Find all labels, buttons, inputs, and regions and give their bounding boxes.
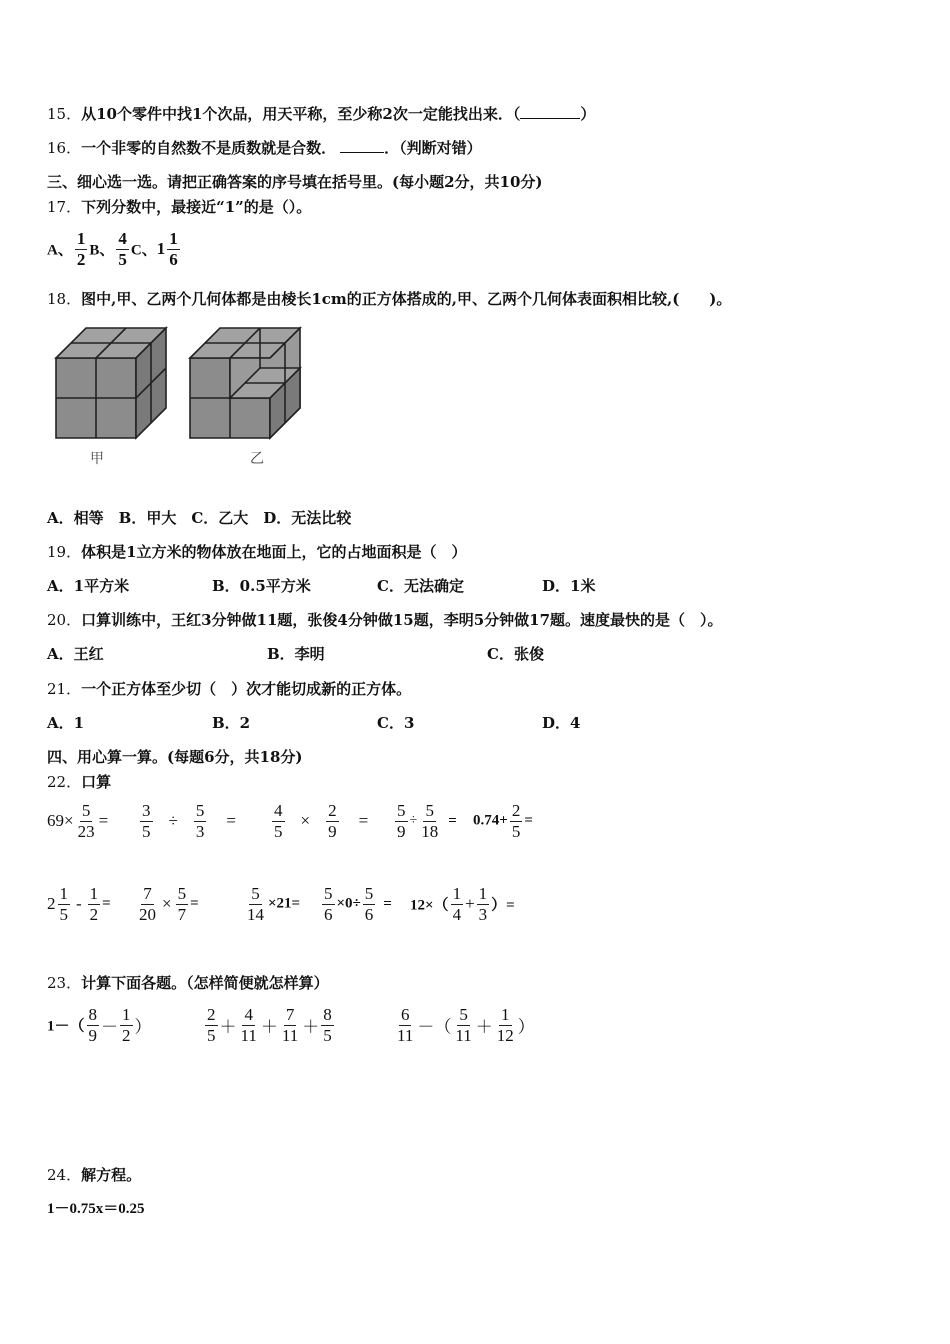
question-22 <box>47 771 111 792</box>
question-24 <box>47 1164 141 1185</box>
question-text: 计算下面各题。（怎样简便就怎样算） <box>81 974 329 992</box>
question-15 <box>47 103 595 124</box>
whole-number: 1 <box>156 239 166 259</box>
section-4-heading: 四、用心算一算。(每题6分，共18分) <box>47 748 303 766</box>
q19-option-c[interactable]: C．无法确定 <box>377 577 464 595</box>
question-text: 图中,甲、乙两个几何体都是由棱长1cm的正方体搭成的,甲、乙两个几何体表面积相比较,( )。 <box>81 290 732 308</box>
calc-expression-3: $\frac{4}{5}$ × $\frac{2}{9}$ = <box>274 801 369 841</box>
calc-23-expression-1: 1－（ $\frac{8}{9}$ － $\frac{1}{2}$ ） <box>47 1005 152 1045</box>
question-18 <box>47 288 731 309</box>
question-20 <box>47 609 723 630</box>
calc-expression-1: 69× $\frac{5}{23}$ = <box>47 801 109 841</box>
fraction: $\frac{1}{6}$ <box>169 229 178 269</box>
section-3-heading: 三、细心选一选。请把正确答案的序号填在括号里。(每小题2分，共10分) <box>47 173 543 191</box>
q20-option-b[interactable]: B．李明 <box>267 645 325 663</box>
calc-expression-6: 2 $\frac{1}{5}$ - $\frac{1}{2}$ = <box>47 884 111 924</box>
q20-option-a[interactable]: A．王红 <box>47 645 104 663</box>
question-21 <box>47 678 411 699</box>
calc-expression-10: 12×（ $\frac{1}{4}$ + $\frac{1}{3}$ ）= <box>410 884 515 924</box>
question-text: 解方程。 <box>81 1166 142 1184</box>
question-number: 19． <box>47 543 82 561</box>
question-text: 体积是1立方米的物体放在地面上，它的占地面积是（ ） <box>81 543 467 561</box>
calc-expression-2: $\frac{3}{5}$ ÷ $\frac{5}{3}$ = <box>142 801 236 841</box>
question-text-end: ） <box>580 105 596 123</box>
question-number: 16． <box>47 139 82 157</box>
question-number: 24． <box>47 1166 82 1184</box>
question-text: 一个非零的自然数不是质数就是合数． <box>81 139 337 157</box>
question-23 <box>47 972 329 993</box>
question-text: 口算训练中，王红3分钟做11题，张俊4分钟做15题，李明5分钟做17题。速度最快的是（ ）。 <box>81 611 723 629</box>
calc-expression-7: $\frac{7}{20}$ × $\frac{5}{7}$ = <box>139 884 199 924</box>
label-yi: 乙 <box>250 451 264 467</box>
calc-expression-5: 0.74+ $\frac{2}{5}$ = <box>473 801 533 841</box>
fraction: $\frac{1}{2}$ <box>76 229 86 269</box>
answer-blank[interactable] <box>520 118 580 119</box>
label-jia: 甲 <box>90 451 104 467</box>
cube-yi <box>190 328 300 438</box>
calc-expression-4: $\frac{5}{9}$ ÷ $\frac{5}{18}$ = <box>397 801 457 841</box>
question-19 <box>47 541 467 562</box>
q21-option-d[interactable]: D．4 <box>542 714 581 732</box>
option-b-label: B、 <box>89 242 115 259</box>
question-text-end: ．（判断对错） <box>384 139 482 157</box>
question-17 <box>47 196 311 217</box>
question-text: 下列分数中，最接近“1”的是（）。 <box>81 198 312 216</box>
question-number: 22． <box>47 773 82 791</box>
cube-jia <box>56 328 166 438</box>
calc-23-expression-3: $\frac{6}{11}$ －（ $\frac{5}{11}$ ＋ $\frac{1}{12}$ ） <box>397 1005 535 1045</box>
question-text: 从10个零件中找1个次品，用天平称，至少称2次一定能找出来．（ <box>81 105 521 123</box>
q21-option-b[interactable]: B．2 <box>212 714 251 732</box>
question-number: 15． <box>47 105 82 123</box>
answer-blank[interactable] <box>340 152 384 153</box>
question-number: 23． <box>47 974 82 992</box>
q21-option-a[interactable]: A．1 <box>47 714 85 732</box>
calc-expression-9: $\frac{5}{6}$ ×0÷ $\frac{5}{6}$ = <box>324 884 392 924</box>
question-text: 一个正方体至少切（ ）次才能切成新的正方体。 <box>81 680 412 698</box>
q20-option-c[interactable]: C．张俊 <box>487 645 544 663</box>
q17-options <box>47 229 182 269</box>
question-text: 口算 <box>81 773 112 791</box>
option-c-label: C、 <box>130 242 157 259</box>
option-a-label: A、 <box>47 242 73 259</box>
q19-option-d[interactable]: D．1米 <box>542 577 596 595</box>
question-number: 20． <box>47 611 82 629</box>
question-16 <box>47 137 482 158</box>
q19-option-b[interactable]: B．0.5平方米 <box>212 577 311 595</box>
calc-23-expression-2: $\frac{2}{5}$ ＋ $\frac{4}{11}$ ＋ $\frac{7}{11}$ ＋ $\frac{8}{5}$ <box>207 1005 332 1045</box>
q21-option-c[interactable]: C．3 <box>377 714 415 732</box>
q19-option-a[interactable]: A．1平方米 <box>47 577 130 595</box>
equation: 1－0.75x＝0.25 <box>47 1201 145 1217</box>
question-number: 17． <box>47 198 82 216</box>
cube-figure <box>44 318 314 473</box>
fraction: $\frac{4}{5}$ <box>118 229 127 269</box>
question-number: 21． <box>47 680 82 698</box>
question-number: 18． <box>47 290 82 308</box>
q18-options: A．相等 B．甲大 C．乙大 D．无法比较 <box>47 509 352 527</box>
calc-expression-8: $\frac{5}{14}$ ×21= <box>247 884 301 924</box>
